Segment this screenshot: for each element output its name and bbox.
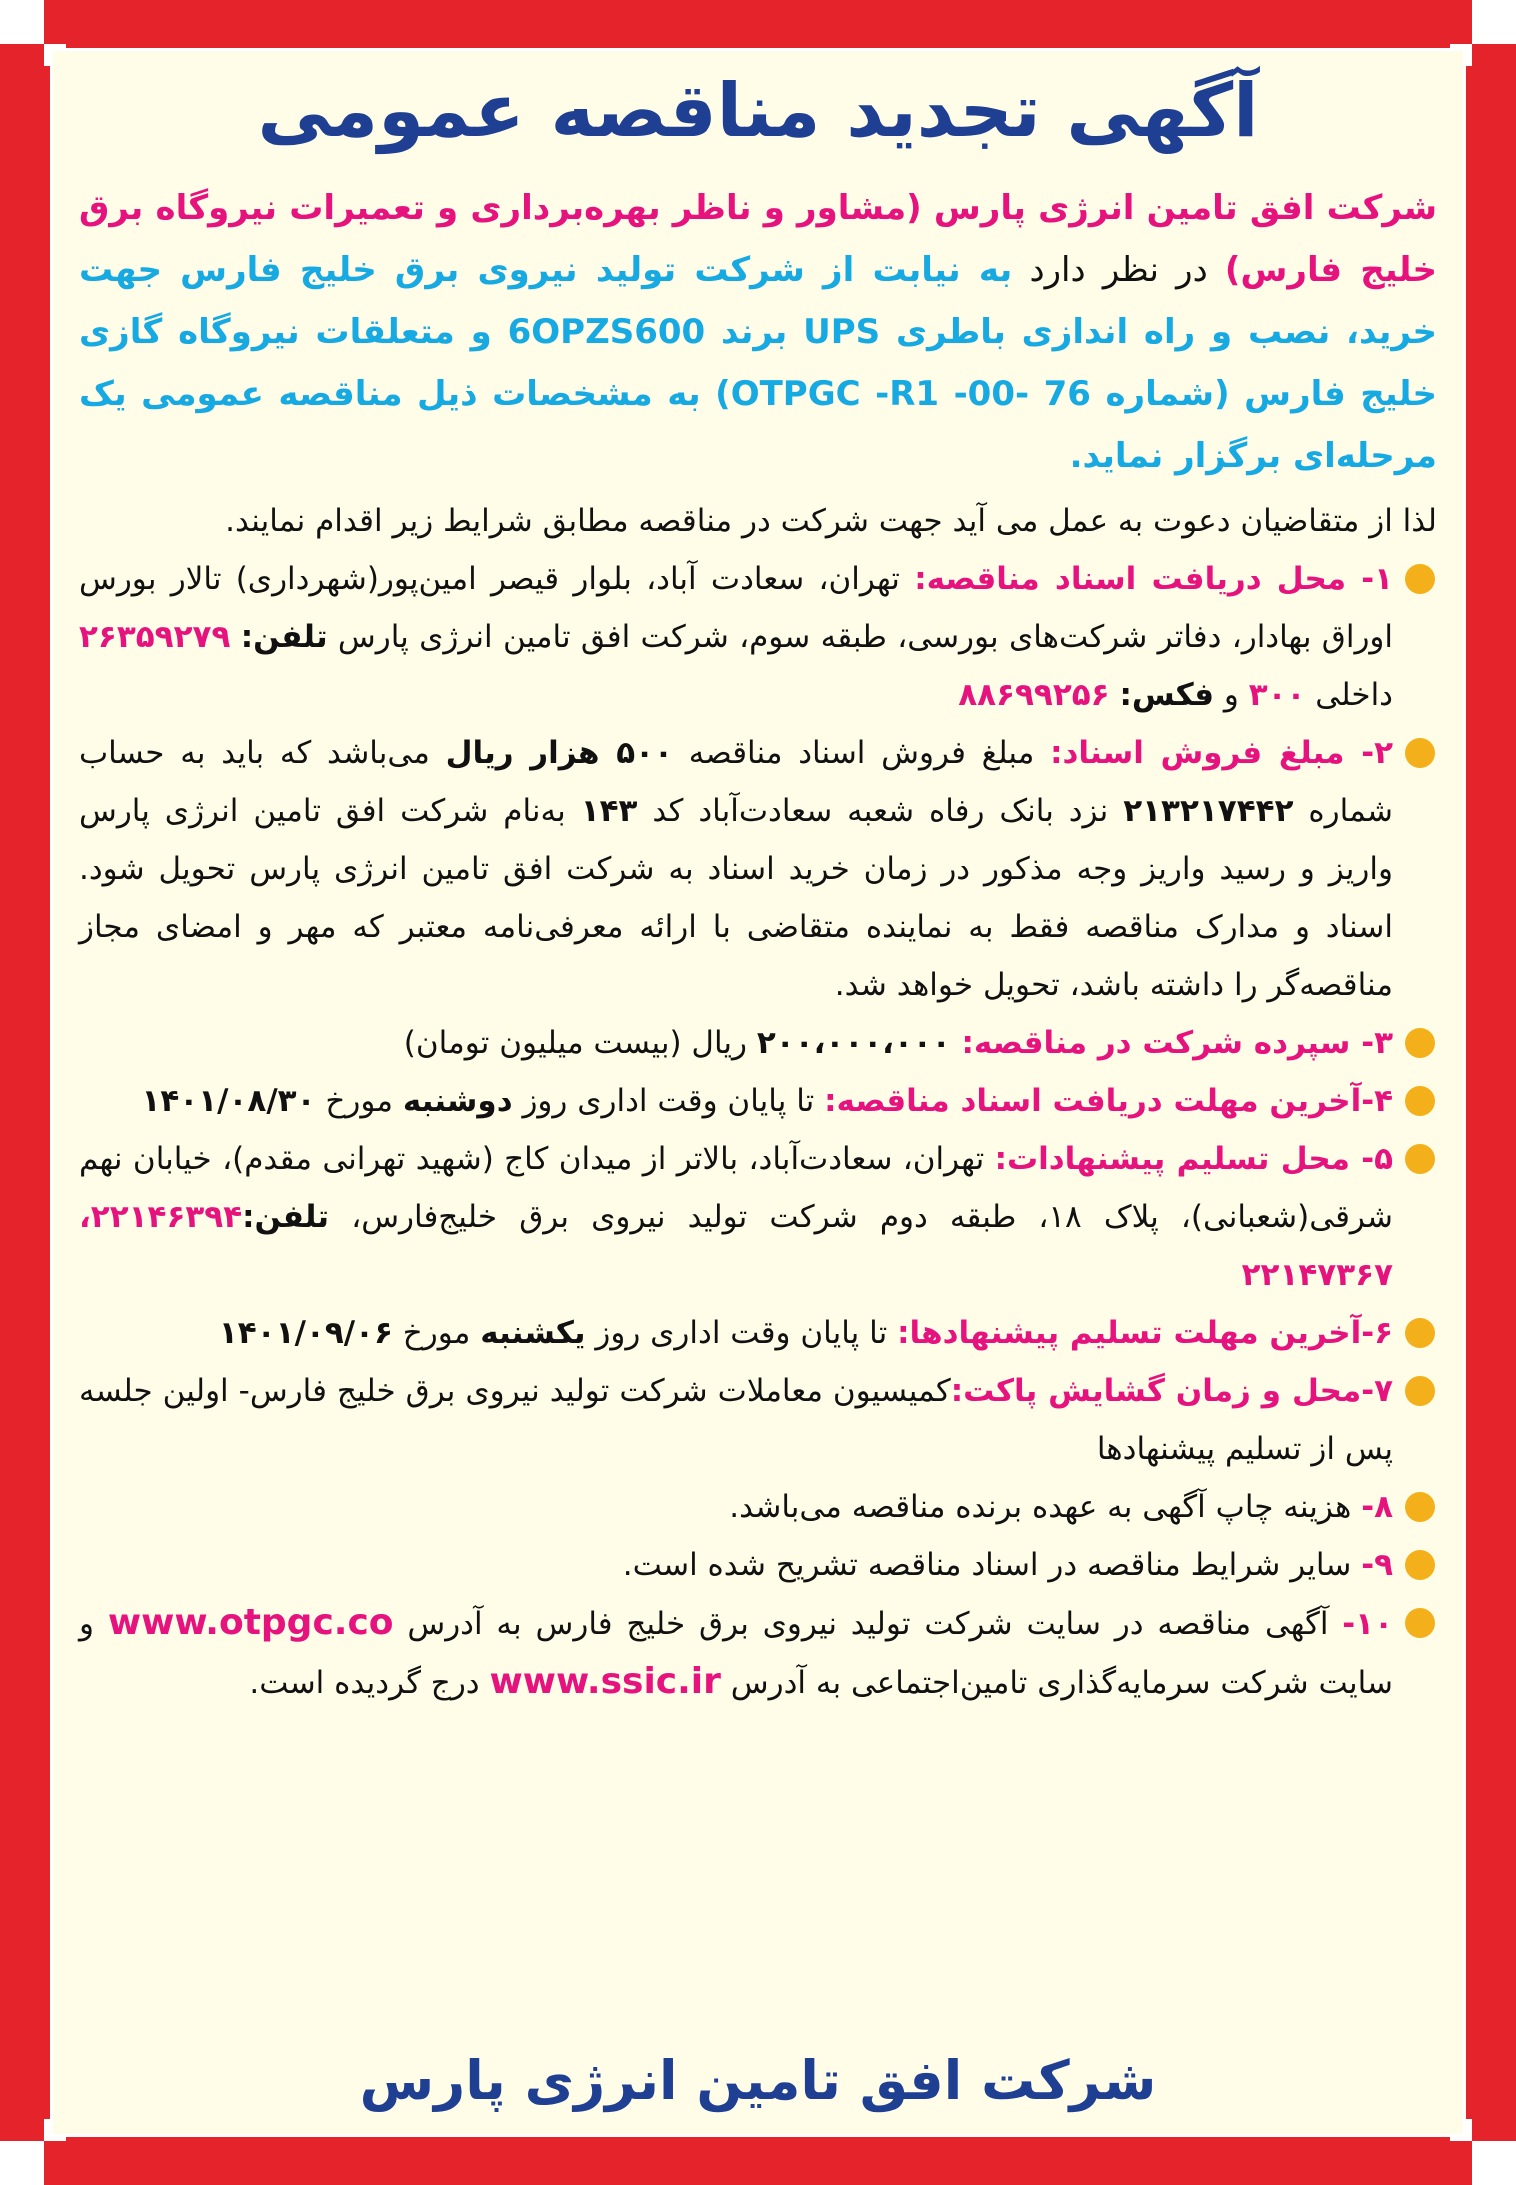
intro-paragraph xyxy=(79,177,1437,487)
fax-label: فکس: xyxy=(1119,677,1214,713)
item-text: می‌باشد که باید به حساب شماره xyxy=(79,735,1393,829)
item-text: تا پایان وقت اداری روز xyxy=(585,1315,898,1351)
item-7 xyxy=(79,1362,1437,1478)
item-text: مورخ xyxy=(392,1315,481,1351)
item-10 xyxy=(79,1594,1437,1712)
item-label: ۶-آخرین مهلت تسلیم پیشنهادها: xyxy=(897,1315,1393,1351)
item-label: ۵- محل تسلیم پیشنهادات: xyxy=(994,1141,1393,1177)
deadline-date: ۱۴۰۱/۰۹/۰۶ xyxy=(218,1315,393,1351)
item-label: ۴-آخرین مهلت دریافت اسناد مناقصه: xyxy=(824,1083,1393,1119)
item-label: ۲- مبلغ فروش اسناد: xyxy=(1050,735,1393,771)
intro-subject: به نیابت از شرکت تولید نیروی برق خلیج فارس جهت خرید، نصب و راه اندازی باطری UPS برند 6OPZS600 و متعلقات نیروگاه گازی خلیج فارس (شماره OTPGC -R1 -00- 76) به مشخصات ذیل مناقصه عمومی یک مرحله‌ای برگزار نماید. xyxy=(79,250,1438,476)
otpgc-website-link[interactable]: www.otpgc.co xyxy=(107,1602,394,1643)
item-label: ۱- محل دریافت اسناد مناقصه: xyxy=(914,561,1393,597)
intro-company: شرکت افق تامین انرژی پارس (مشاور و ناظر بهره‌برداری و تعمیرات نیروگاه برق خلیج فارس) xyxy=(79,188,1437,290)
item-text: به‌نام شرکت افق تامین انرژی پارس واریز و رسید واریز وجه مذکور در زمان خرید اسناد به شرکت افق تامین انرژی پارس تحویل شود. اسناد و مدارک مناقصه فقط به نماینده متقاضی با ارائه معرفی‌نامه معتبر که مهر و امضای مجاز مناقصه‌گر را داشته باشد، تحویل خواهد شد. xyxy=(79,793,1393,1003)
item-text: سایر شرایط مناقصه در اسناد مناقصه تشریح شده است. xyxy=(622,1547,1362,1583)
ext-number: ۳۰۰ xyxy=(1248,677,1306,713)
intro-connector: در نظر دارد xyxy=(1012,250,1225,290)
bullet-icon xyxy=(1405,1608,1435,1638)
phone-number: ۲۶۳۵۹۲۷۹ xyxy=(79,619,231,655)
bullet-icon xyxy=(1405,1550,1435,1580)
phone-label: تلفن: xyxy=(240,619,328,655)
bullet-icon xyxy=(1405,738,1435,768)
item-label: ۹- xyxy=(1361,1547,1393,1583)
item-label: ۳- سپرده شرکت در مناقصه: xyxy=(961,1025,1393,1061)
phone-numbers: ۲۲۱۴۶۳۹۴، ۲۲۱۴۷۳۶۷ xyxy=(79,1199,1393,1293)
phone-label: تلفن: xyxy=(242,1199,330,1235)
invitation-text: لذا از متقاضیان دعوت به عمل می آید جهت شرکت در مناقصه مطابق شرایط زیر اقدام نمایند. xyxy=(225,503,1437,539)
item-text: مبلغ فروش اسناد مناقصه xyxy=(672,735,1051,771)
item-text: تهران، سعادت آباد، بلوار قیصر امین‌پور(شهرداری) تالار بورس اوراق بهادار، دفاتر شرکت‌های بورسی، طبقه سوم، شرکت افق تامین انرژی پارس xyxy=(79,561,1393,655)
item-1 xyxy=(79,550,1437,724)
item-4 xyxy=(79,1072,1437,1130)
notice-panel xyxy=(50,48,1466,2137)
branch-code: ۱۴۳ xyxy=(580,793,638,829)
deadline-day: دوشنبه xyxy=(402,1083,513,1119)
item-9 xyxy=(79,1536,1437,1594)
corner-pattern-square xyxy=(1472,2141,1516,2185)
account-number: ۲۱۳۲۱۷۴۴۲ xyxy=(1123,793,1294,829)
item-5 xyxy=(79,1130,1437,1304)
fax-number: ۸۸۶۹۹۲۵۶ xyxy=(958,677,1110,713)
bullet-icon xyxy=(1405,1144,1435,1174)
bullet-icon xyxy=(1405,1318,1435,1348)
ext-text: داخلی xyxy=(1305,677,1393,713)
deposit-amount: ۲۰۰،۰۰۰،۰۰۰ xyxy=(756,1025,962,1061)
item-text: هزینه چاپ آگهی به عهده برنده مناقصه می‌باشد. xyxy=(729,1489,1362,1525)
item-text: مورخ xyxy=(315,1083,403,1119)
item-text: آگهی مناقصه در سایت شرکت تولید نیروی برق خلیج فارس به آدرس xyxy=(393,1606,1343,1642)
notice-title: آگهی تجدید مناقصه عمومی xyxy=(257,68,1259,154)
bullet-icon xyxy=(1405,1028,1435,1058)
bullet-icon xyxy=(1405,1492,1435,1522)
footer-company-name: شرکت افق تامین انرژی پارس xyxy=(359,2049,1157,2112)
bullet-icon xyxy=(1405,564,1435,594)
item-text: درج گردیده است. xyxy=(249,1665,490,1701)
deadline-day: یکشنبه xyxy=(480,1315,586,1351)
item-3 xyxy=(79,1014,1437,1072)
notice-content xyxy=(79,63,1437,2122)
price-amount: ۵۰۰ هزار ریال xyxy=(445,735,673,771)
item-text: ریال (بیست میلیون تومان) xyxy=(403,1025,757,1061)
item-6 xyxy=(79,1304,1437,1362)
item-label: ۸- xyxy=(1361,1489,1393,1525)
bullet-icon xyxy=(1405,1086,1435,1116)
item-2 xyxy=(79,724,1437,1014)
item-label: ۱۰- xyxy=(1342,1606,1393,1642)
bullet-icon xyxy=(1405,1376,1435,1406)
item-label: ۷-محل و زمان گشایش پاکت: xyxy=(950,1373,1393,1409)
item-text: تا پایان وقت اداری روز xyxy=(512,1083,825,1119)
ssic-website-link[interactable]: www.ssic.ir xyxy=(489,1661,721,1702)
corner-pattern-square xyxy=(0,0,44,44)
item-text: کمیسیون معاملات شرکت تولید نیروی برق خلیج فارس- اولین جلسه پس از تسلیم پیشنهادها xyxy=(79,1373,1393,1467)
deadline-date: ۱۴۰۱/۰۸/۳۰ xyxy=(141,1083,316,1119)
item-text: نزد بانک رفاه شعبه سعادت‌آباد کد xyxy=(637,793,1124,829)
corner-pattern-square xyxy=(0,2141,44,2185)
corner-pattern-square xyxy=(1472,0,1516,44)
item-text: تهران، سعادت‌آباد، بالاتر از میدان کاج (شهید تهرانی مقدم)، خیابان نهم شرقی(شعبانی)، پلاک ۱۸، طبقه دوم شرکت تولید نیروی برق خلیج‌فارس، xyxy=(79,1141,1393,1235)
and-text: و xyxy=(1214,677,1249,713)
item-8 xyxy=(79,1478,1437,1536)
item-text: و سایت شرکت سرمایه‌گذاری تامین‌اجتماعی به آدرس xyxy=(79,1606,1393,1701)
